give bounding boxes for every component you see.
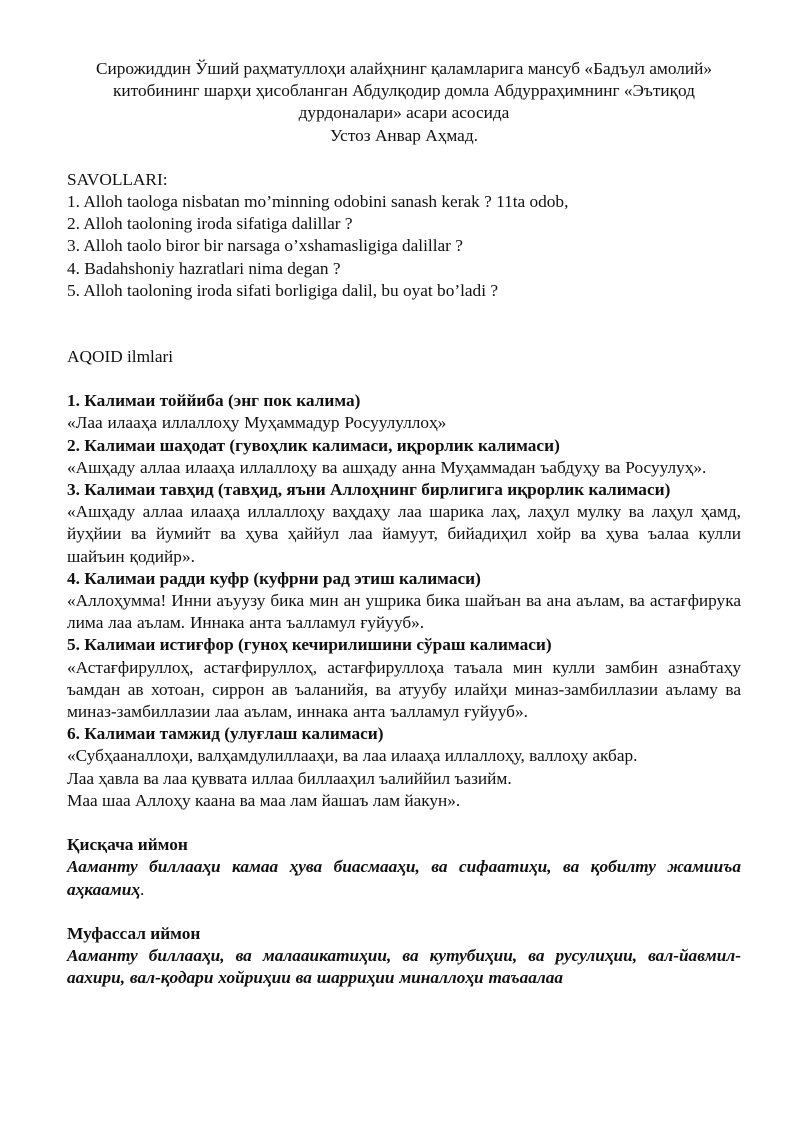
qisqacha-text: Ааманту биллааҳи камаа ҳува биасмааҳи, ва сифаатиҳи, ва қобилту жамииъа аҳкаамиҳ <box>67 857 741 899</box>
kalima-heading: 3. Калимаи тавҳид (тавҳид, яъни Аллоҳнинг бирлигига иқрорлик калимаси) <box>67 480 671 500</box>
mufassal-text: Ааманту биллааҳи, ва малааикатиҳии, ва кутубиҳии, ва русулиҳии, вал-йавмил-аахири, вал-қодари хойриҳии ва шарриҳии миналлоҳи таъаалаа <box>67 945 741 988</box>
questions-title: SAVOLLARI: <box>67 169 168 189</box>
question-item: 4. Badahshoniy hazratlari nima degan ? <box>67 258 341 278</box>
question-item: 3. Alloh taolo biror bir narsaga o’xshamasligiga dalillar ? <box>67 236 463 256</box>
question-item: 2. Alloh taoloning iroda sifatiga dalillar ? <box>67 214 353 234</box>
kalima-heading: 1. Калимаи тоййиба (энг пок калима) <box>67 391 361 411</box>
kalima-text-line: Маа шаа Аллоҳу каана ва маа лам йашаъ лам йакун». <box>67 790 461 810</box>
qisqacha-heading: Қисқача иймон <box>67 835 188 855</box>
kalima-heading: 5. Калимаи истиғфор (гуноҳ кечирилишини сўраш калимаси) <box>67 635 552 655</box>
qisqacha-text-block <box>67 856 741 900</box>
kalima-text: «Аллоҳумма! Инни аъуузу бика мин ан ушрика бика шайъан ва ана аълам, ва астағфирука лима лаа аълам. Иннака анта ъалламул ғуйууб». <box>67 591 741 633</box>
header-line: китобининг шарҳи ҳисобланган Абдулқодир домла Абдурраҳимнинг «Эътиқод <box>113 81 695 101</box>
kalima-heading: 4. Калимаи радди куфр (куфрни рад этиш калимаси) <box>67 568 481 588</box>
kalima-text: «Ашҳаду аллаа илааҳа иллаллоҳу ва ашҳаду анна Муҳаммадан ъабдуҳу ва Росуулуҳ». <box>67 457 707 477</box>
kalima-text-line: Лаа ҳавла ва лаа қуввата иллаа биллааҳил ъалиййил ъазийм. <box>67 768 512 788</box>
kalima-text: «Астағфируллоҳ, астағфируллоҳ, астағфируллоҳа таъала мин кулли замбин азнабтаҳу ъамдан ав хотоан, сиррон ав ъаланийя, ва атуубу илайҳи миназ-замбиллазии аъламу ва миназ-замбиллазии лаа аълам, иннака анта ъалламул ғуйууб». <box>67 657 741 722</box>
qisqacha-suffix: . <box>139 879 145 899</box>
question-item: 1. Alloh taologa nisbatan mo’minning odobini sanash kerak ? 11ta odob, <box>67 192 569 212</box>
kalima-heading: 2. Калимаи шаҳодат (гувоҳлик калимаси, иқрорлик калимаси) <box>67 435 560 455</box>
questions-section <box>67 169 741 302</box>
header-line: дурдоналари» асари асосида <box>298 103 510 123</box>
question-item: 5. Alloh taoloning iroda sifati borligiga dalil, bu oyat bo’ladi ? <box>67 280 498 300</box>
document-page <box>67 58 741 989</box>
mufassal-heading: Муфассал иймон <box>67 923 201 943</box>
aqoid-title: AQOID ilmlari <box>67 347 174 367</box>
document-header <box>67 58 741 147</box>
mufassal-section <box>67 923 741 990</box>
kalima-heading: 6. Калимаи тамжид (улуғлаш калимаси) <box>67 724 384 744</box>
kalima-text-line: «Субҳааналлоҳи, валҳамдулиллааҳи, ва лаа илааҳа иллаллоҳу, валлоҳу акбар. <box>67 746 638 766</box>
author-line: Устоз Анвар Аҳмад. <box>330 125 478 145</box>
questions-list <box>67 191 741 302</box>
header-line: Сирожиддин Ўший раҳматуллоҳи алайҳнинг қаламларига мансуб «Бадъул амолий» <box>95 59 712 78</box>
kalima-text: «Лаа илааҳа иллаллоҳу Муҳаммадур Росуулуллоҳ» <box>67 413 447 433</box>
qisqacha-section <box>67 834 741 901</box>
kalima-text: «Ашҳаду аллаа илааҳа иллаллоҳу ваҳдаҳу лаа шарика лаҳ, лаҳул мулку ва лаҳул ҳамд, йуҳйии ва йумийт ва ҳува ҳаййул лаа йамуут, бийадиҳил хойр ва ҳува ъалаа кулли шайъин қодийр». <box>67 502 741 566</box>
kalima-section <box>67 390 741 812</box>
